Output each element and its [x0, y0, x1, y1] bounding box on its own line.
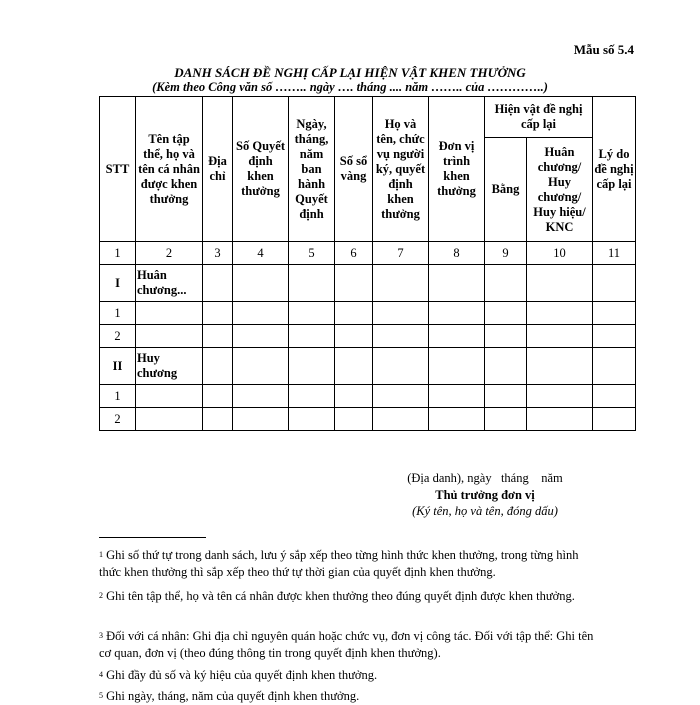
- row-number: 1: [100, 302, 136, 325]
- column-number: 1: [100, 242, 136, 265]
- table-cell: [373, 408, 429, 431]
- column-number: 4: [233, 242, 289, 265]
- table-cell: [527, 265, 593, 302]
- table-cell: [289, 265, 335, 302]
- table-row: [100, 302, 636, 325]
- table-cell: [485, 385, 527, 408]
- column-number: 11: [593, 242, 636, 265]
- header-signer: Họ và tên, chức vụ người ký, quyết định khen thưởng: [373, 97, 429, 242]
- table-cell: [136, 302, 203, 325]
- table-cell: [593, 302, 636, 325]
- table-cell: [527, 385, 593, 408]
- column-number: 8: [429, 242, 485, 265]
- table-cell: [203, 265, 233, 302]
- table-cell: [429, 325, 485, 348]
- footnote-separator: [99, 537, 206, 538]
- table-cell: [527, 348, 593, 385]
- table-cell: [593, 408, 636, 431]
- column-number: 2: [136, 242, 203, 265]
- table-cell: [429, 348, 485, 385]
- table-cell: [233, 302, 289, 325]
- table-cell: [485, 348, 527, 385]
- table-row: [100, 385, 636, 408]
- table-cell: [203, 408, 233, 431]
- table-cell: [233, 348, 289, 385]
- table-cell: [289, 408, 335, 431]
- footnote-text: Ghi ngày, tháng, năm của quyết định khen thưởng.: [106, 689, 360, 703]
- footnote: [99, 688, 599, 705]
- table-cell: [203, 385, 233, 408]
- header-stt: STT: [100, 97, 136, 242]
- table-cell: [203, 302, 233, 325]
- table-cell: [373, 302, 429, 325]
- table-cell: [335, 408, 373, 431]
- award-reissue-table: [99, 96, 636, 431]
- section-label: Huân chương...: [136, 265, 203, 302]
- footnote-mark: 3: [99, 631, 103, 640]
- table-cell: [485, 265, 527, 302]
- table-cell: [136, 385, 203, 408]
- column-number: 5: [289, 242, 335, 265]
- table-cell: [593, 348, 636, 385]
- table-cell: [233, 265, 289, 302]
- table-cell: [335, 348, 373, 385]
- table-cell: [373, 348, 429, 385]
- table-cell: [335, 265, 373, 302]
- table-cell: [136, 408, 203, 431]
- column-number-row: [100, 242, 636, 265]
- footnote: [99, 547, 599, 580]
- section-label: Huy chương: [136, 348, 203, 385]
- document-title: DANH SÁCH ĐỀ NGHỊ CẤP LẠI HIỆN VẬT KHEN THƯỞNG: [174, 65, 526, 80]
- column-number: 3: [203, 242, 233, 265]
- section-row: [100, 348, 636, 385]
- table-cell: [485, 302, 527, 325]
- table-cell: [289, 348, 335, 385]
- footnote: [99, 588, 599, 605]
- table-cell: [335, 302, 373, 325]
- row-number: 2: [100, 325, 136, 348]
- table-cell: [429, 302, 485, 325]
- table-cell: [335, 385, 373, 408]
- table-cell: [373, 265, 429, 302]
- table-cell: [429, 265, 485, 302]
- footnote-text: Đối với cá nhân: Ghi địa chỉ nguyên quán hoặc chức vụ, đơn vị công tác. Đối với tập thể: Ghi tên cơ quan, đơn vị (theo đúng thông tin trong quyết định khen thưởng).: [99, 629, 594, 660]
- table-cell: [429, 385, 485, 408]
- signature-block: [380, 470, 590, 520]
- signer-title: Thủ trưởng đơn vị: [435, 487, 535, 502]
- column-number: 10: [527, 242, 593, 265]
- header-certificate: Bằng: [485, 138, 527, 242]
- table-cell: [429, 408, 485, 431]
- header-medal: Huân chương/ Huy chương/ Huy hiệu/ KNC: [527, 138, 593, 242]
- table-cell: [485, 325, 527, 348]
- table-cell: [233, 385, 289, 408]
- table-row: [100, 408, 636, 431]
- table-cell: [485, 408, 527, 431]
- table-cell: [373, 325, 429, 348]
- form-number: Mẫu số 5.4: [573, 42, 634, 57]
- document-subtitle: (Kèm theo Công văn số …….. ngày …. tháng .... năm …….. của …………..): [152, 80, 548, 94]
- table-cell: [203, 348, 233, 385]
- footnote-mark: 2: [99, 591, 103, 600]
- footnote-mark: 1: [99, 550, 103, 559]
- footnote-text: Ghi tên tập thể, họ và tên cá nhân được khen thưởng theo đúng quyết định được khen thưởng.: [106, 589, 575, 603]
- header-reason: Lý do đề nghị cấp lại: [593, 97, 636, 242]
- section-row: [100, 265, 636, 302]
- table-cell: [593, 325, 636, 348]
- footnote-text: Ghi số thứ tự trong danh sách, lưu ý sắp xếp theo từng hình thức khen thưởng, trong từng hình thức khen thưởng thì sắp xếp theo thứ tự thời gian của quyết định khen thưởng.: [99, 548, 579, 579]
- table-cell: [527, 325, 593, 348]
- table-cell: [527, 408, 593, 431]
- row-number: 2: [100, 408, 136, 431]
- table-cell: [203, 325, 233, 348]
- footnote-mark: 4: [99, 670, 103, 679]
- header-ledger-no: Số sổ vàng: [335, 97, 373, 242]
- footnote-mark: 5: [99, 691, 103, 700]
- table-cell: [136, 325, 203, 348]
- column-number: 7: [373, 242, 429, 265]
- table-cell: [373, 385, 429, 408]
- footnote: [99, 628, 599, 661]
- section-number: I: [100, 265, 136, 302]
- row-number: 1: [100, 385, 136, 408]
- table-cell: [593, 385, 636, 408]
- footnote: [99, 667, 599, 684]
- header-decision-date: Ngày, tháng, năm ban hành Quyết định: [289, 97, 335, 242]
- table-cell: [233, 408, 289, 431]
- table-cell: [593, 265, 636, 302]
- header-items-group: Hiện vật đề nghị cấp lại: [485, 97, 593, 138]
- header-unit: Đơn vị trình khen thưởng: [429, 97, 485, 242]
- table-cell: [289, 325, 335, 348]
- header-address: Địa chỉ: [203, 97, 233, 242]
- table-row: [100, 325, 636, 348]
- signature-note: (Ký tên, họ và tên, đóng dấu): [412, 504, 558, 518]
- column-number: 6: [335, 242, 373, 265]
- column-number: 9: [485, 242, 527, 265]
- table-cell: [335, 325, 373, 348]
- table-cell: [527, 302, 593, 325]
- table-cell: [233, 325, 289, 348]
- header-name: Tên tập thể, họ và tên cá nhân được khen thưởng: [136, 97, 203, 242]
- table-cell: [289, 302, 335, 325]
- footnote-text: Ghi đầy đủ số và ký hiệu của quyết định khen thưởng.: [106, 668, 378, 682]
- section-number: II: [100, 348, 136, 385]
- header-decision-no: Số Quyết định khen thưởng: [233, 97, 289, 242]
- table-cell: [289, 385, 335, 408]
- place-date: (Địa danh), ngày tháng năm: [407, 471, 563, 485]
